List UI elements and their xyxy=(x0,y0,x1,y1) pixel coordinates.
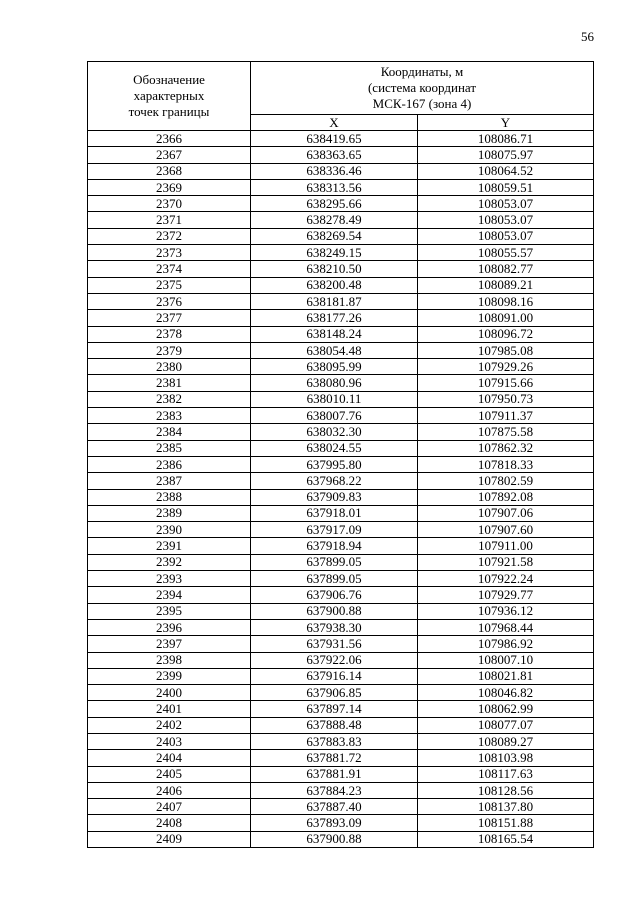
table-row xyxy=(88,391,594,407)
y-coordinate-cell: 107802.59 xyxy=(418,473,594,489)
point-id-cell: 2385 xyxy=(88,440,251,456)
point-id-cell: 2407 xyxy=(88,799,251,815)
x-coordinate-cell: 637888.48 xyxy=(251,717,418,733)
x-coordinate-cell: 637900.88 xyxy=(251,603,418,619)
point-id-cell: 2401 xyxy=(88,701,251,717)
point-id-cell: 2371 xyxy=(88,212,251,228)
table-row xyxy=(88,131,594,147)
table-row xyxy=(88,733,594,749)
x-coordinate-cell: 638181.87 xyxy=(251,293,418,309)
y-coordinate-cell: 108128.56 xyxy=(418,782,594,798)
point-id-cell: 2373 xyxy=(88,245,251,261)
table-row xyxy=(88,701,594,717)
y-coordinate-cell: 108096.72 xyxy=(418,326,594,342)
y-coordinate-cell: 108165.54 xyxy=(418,831,594,847)
y-coordinate-cell: 108007.10 xyxy=(418,652,594,668)
point-id-cell: 2376 xyxy=(88,293,251,309)
x-coordinate-cell: 637887.40 xyxy=(251,799,418,815)
table-row xyxy=(88,196,594,212)
x-coordinate-cell: 638007.76 xyxy=(251,408,418,424)
y-coordinate-cell: 107929.77 xyxy=(418,587,594,603)
table-row xyxy=(88,799,594,815)
x-coordinate-cell: 638177.26 xyxy=(251,310,418,326)
point-id-cell: 2369 xyxy=(88,179,251,195)
y-coordinate-cell: 108089.27 xyxy=(418,733,594,749)
y-coordinate-cell: 108117.63 xyxy=(418,766,594,782)
x-coordinate-cell: 637900.88 xyxy=(251,831,418,847)
point-id-cell: 2394 xyxy=(88,587,251,603)
x-coordinate-cell: 638200.48 xyxy=(251,277,418,293)
x-coordinate-cell: 638249.15 xyxy=(251,245,418,261)
point-id-cell: 2366 xyxy=(88,131,251,147)
table-row xyxy=(88,179,594,195)
x-coordinate-cell: 637909.83 xyxy=(251,489,418,505)
point-id-cell: 2403 xyxy=(88,733,251,749)
table-row xyxy=(88,456,594,472)
x-coordinate-cell: 638095.99 xyxy=(251,359,418,375)
x-coordinate-cell: 637883.83 xyxy=(251,733,418,749)
point-id-cell: 2384 xyxy=(88,424,251,440)
table-row xyxy=(88,342,594,358)
table-row xyxy=(88,147,594,163)
table-row xyxy=(88,619,594,635)
table-row xyxy=(88,538,594,554)
table-row xyxy=(88,408,594,424)
header-coordinates-label-text: Координаты, м (система координат МСК-167 (зона 4) xyxy=(367,64,477,111)
table-row xyxy=(88,782,594,798)
point-id-cell: 2383 xyxy=(88,408,251,424)
page-number: 56 xyxy=(581,29,594,44)
y-coordinate-cell: 108021.81 xyxy=(418,668,594,684)
x-coordinate-cell: 637931.56 xyxy=(251,636,418,652)
x-coordinate-cell: 638148.24 xyxy=(251,326,418,342)
point-id-cell: 2379 xyxy=(88,342,251,358)
x-coordinate-cell: 638313.56 xyxy=(251,179,418,195)
y-coordinate-cell: 107911.37 xyxy=(418,408,594,424)
table-row xyxy=(88,668,594,684)
table-row xyxy=(88,815,594,831)
table-row xyxy=(88,293,594,309)
x-coordinate-cell: 637918.94 xyxy=(251,538,418,554)
x-coordinate-cell: 638295.66 xyxy=(251,196,418,212)
table-row xyxy=(88,571,594,587)
y-coordinate-cell: 108053.07 xyxy=(418,228,594,244)
table-row xyxy=(88,440,594,456)
point-id-cell: 2370 xyxy=(88,196,251,212)
x-coordinate-cell: 638032.30 xyxy=(251,424,418,440)
coordinates-table xyxy=(87,61,594,848)
header-y: Y xyxy=(418,115,594,131)
header-point-label-text: Обозначение характерных точек границы xyxy=(128,72,210,119)
y-coordinate-cell: 107892.08 xyxy=(418,489,594,505)
x-coordinate-cell: 638054.48 xyxy=(251,342,418,358)
y-coordinate-cell: 108091.00 xyxy=(418,310,594,326)
x-coordinate-cell: 637916.14 xyxy=(251,668,418,684)
point-id-cell: 2374 xyxy=(88,261,251,277)
table-row xyxy=(88,245,594,261)
table-row xyxy=(88,489,594,505)
y-coordinate-cell: 108103.98 xyxy=(418,750,594,766)
y-coordinate-cell: 108046.82 xyxy=(418,685,594,701)
point-id-cell: 2391 xyxy=(88,538,251,554)
y-coordinate-cell: 108077.07 xyxy=(418,717,594,733)
y-coordinate-cell: 107986.92 xyxy=(418,636,594,652)
x-coordinate-cell: 638419.65 xyxy=(251,131,418,147)
x-coordinate-cell: 637906.85 xyxy=(251,685,418,701)
table-row xyxy=(88,505,594,521)
y-coordinate-cell: 107818.33 xyxy=(418,456,594,472)
point-id-cell: 2397 xyxy=(88,636,251,652)
table-row xyxy=(88,424,594,440)
point-id-cell: 2386 xyxy=(88,456,251,472)
table-row xyxy=(88,554,594,570)
table-row xyxy=(88,277,594,293)
x-coordinate-cell: 638024.55 xyxy=(251,440,418,456)
x-coordinate-cell: 638363.65 xyxy=(251,147,418,163)
x-coordinate-cell: 638210.50 xyxy=(251,261,418,277)
table-row xyxy=(88,310,594,326)
x-coordinate-cell: 637938.30 xyxy=(251,619,418,635)
point-id-cell: 2409 xyxy=(88,831,251,847)
y-coordinate-cell: 107950.73 xyxy=(418,391,594,407)
x-coordinate-cell: 637918.01 xyxy=(251,505,418,521)
point-id-cell: 2380 xyxy=(88,359,251,375)
y-coordinate-cell: 108062.99 xyxy=(418,701,594,717)
x-coordinate-cell: 637884.23 xyxy=(251,782,418,798)
y-coordinate-cell: 108055.57 xyxy=(418,245,594,261)
table-row xyxy=(88,685,594,701)
x-coordinate-cell: 638278.49 xyxy=(251,212,418,228)
y-coordinate-cell: 108053.07 xyxy=(418,212,594,228)
y-coordinate-cell: 108151.88 xyxy=(418,815,594,831)
x-coordinate-cell: 637881.72 xyxy=(251,750,418,766)
y-coordinate-cell: 107922.24 xyxy=(418,571,594,587)
y-coordinate-cell: 107915.66 xyxy=(418,375,594,391)
table-row xyxy=(88,636,594,652)
y-coordinate-cell: 107985.08 xyxy=(418,342,594,358)
table-row xyxy=(88,603,594,619)
table-row xyxy=(88,766,594,782)
x-coordinate-cell: 637917.09 xyxy=(251,522,418,538)
header-x: X xyxy=(251,115,418,131)
point-id-cell: 2408 xyxy=(88,815,251,831)
table-body xyxy=(88,131,594,848)
y-coordinate-cell: 107911.00 xyxy=(418,538,594,554)
point-id-cell: 2387 xyxy=(88,473,251,489)
y-coordinate-cell: 107875.58 xyxy=(418,424,594,440)
table-row xyxy=(88,522,594,538)
y-coordinate-cell: 107907.60 xyxy=(418,522,594,538)
table-row xyxy=(88,212,594,228)
y-coordinate-cell: 108098.16 xyxy=(418,293,594,309)
y-coordinate-cell: 107862.32 xyxy=(418,440,594,456)
y-coordinate-cell: 107968.44 xyxy=(418,619,594,635)
point-id-cell: 2396 xyxy=(88,619,251,635)
point-id-cell: 2404 xyxy=(88,750,251,766)
point-id-cell: 2392 xyxy=(88,554,251,570)
header-point-label xyxy=(88,62,251,131)
table-row xyxy=(88,473,594,489)
y-coordinate-cell: 108053.07 xyxy=(418,196,594,212)
table-row xyxy=(88,326,594,342)
point-id-cell: 2398 xyxy=(88,652,251,668)
table-row xyxy=(88,261,594,277)
point-id-cell: 2388 xyxy=(88,489,251,505)
y-coordinate-cell: 108137.80 xyxy=(418,799,594,815)
y-coordinate-cell: 107936.12 xyxy=(418,603,594,619)
point-id-cell: 2378 xyxy=(88,326,251,342)
x-coordinate-cell: 638269.54 xyxy=(251,228,418,244)
point-id-cell: 2405 xyxy=(88,766,251,782)
table-row xyxy=(88,750,594,766)
y-coordinate-cell: 108075.97 xyxy=(418,147,594,163)
x-coordinate-cell: 637899.05 xyxy=(251,554,418,570)
y-coordinate-cell: 107929.26 xyxy=(418,359,594,375)
x-coordinate-cell: 638336.46 xyxy=(251,163,418,179)
point-id-cell: 2395 xyxy=(88,603,251,619)
y-coordinate-cell: 108089.21 xyxy=(418,277,594,293)
table-row xyxy=(88,652,594,668)
point-id-cell: 2399 xyxy=(88,668,251,684)
table-row xyxy=(88,587,594,603)
x-coordinate-cell: 637995.80 xyxy=(251,456,418,472)
header-coordinates-label xyxy=(251,62,594,115)
point-id-cell: 2400 xyxy=(88,685,251,701)
table-row xyxy=(88,831,594,847)
point-id-cell: 2372 xyxy=(88,228,251,244)
y-coordinate-cell: 108064.52 xyxy=(418,163,594,179)
table-row xyxy=(88,717,594,733)
x-coordinate-cell: 637968.22 xyxy=(251,473,418,489)
y-coordinate-cell: 107907.06 xyxy=(418,505,594,521)
x-coordinate-cell: 637922.06 xyxy=(251,652,418,668)
y-coordinate-cell: 108082.77 xyxy=(418,261,594,277)
point-id-cell: 2382 xyxy=(88,391,251,407)
point-id-cell: 2406 xyxy=(88,782,251,798)
table-row xyxy=(88,375,594,391)
table-row xyxy=(88,228,594,244)
y-coordinate-cell: 107921.58 xyxy=(418,554,594,570)
point-id-cell: 2367 xyxy=(88,147,251,163)
table-header xyxy=(88,62,594,131)
x-coordinate-cell: 637906.76 xyxy=(251,587,418,603)
point-id-cell: 2368 xyxy=(88,163,251,179)
x-coordinate-cell: 637881.91 xyxy=(251,766,418,782)
y-coordinate-cell: 108086.71 xyxy=(418,131,594,147)
table-row xyxy=(88,163,594,179)
y-coordinate-cell: 108059.51 xyxy=(418,179,594,195)
point-id-cell: 2393 xyxy=(88,571,251,587)
x-coordinate-cell: 638080.96 xyxy=(251,375,418,391)
point-id-cell: 2402 xyxy=(88,717,251,733)
point-id-cell: 2375 xyxy=(88,277,251,293)
point-id-cell: 2381 xyxy=(88,375,251,391)
x-coordinate-cell: 637897.14 xyxy=(251,701,418,717)
x-coordinate-cell: 637893.09 xyxy=(251,815,418,831)
x-coordinate-cell: 638010.11 xyxy=(251,391,418,407)
table-row xyxy=(88,359,594,375)
point-id-cell: 2390 xyxy=(88,522,251,538)
point-id-cell: 2377 xyxy=(88,310,251,326)
x-coordinate-cell: 637899.05 xyxy=(251,571,418,587)
point-id-cell: 2389 xyxy=(88,505,251,521)
